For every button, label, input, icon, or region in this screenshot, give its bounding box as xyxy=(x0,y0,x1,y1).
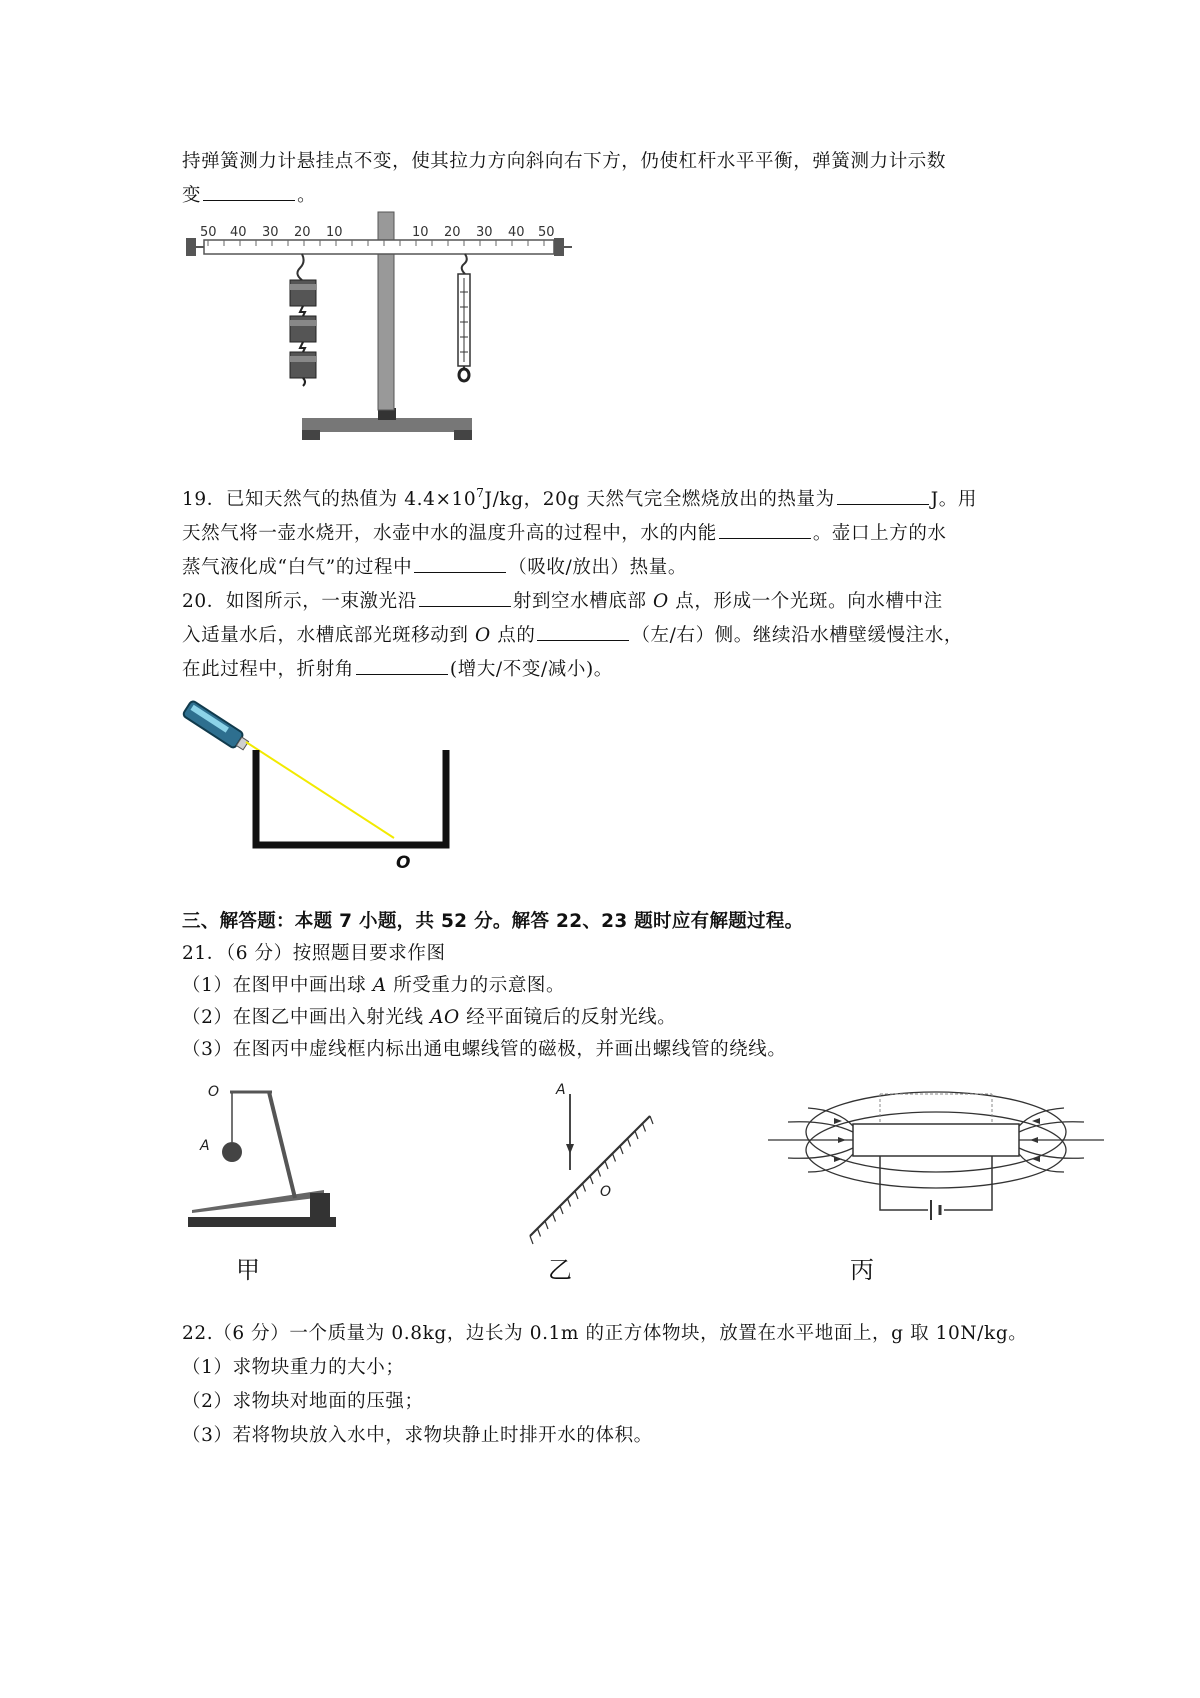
scale-right-10: 10 xyxy=(412,225,429,240)
q20-l2-point-o: O xyxy=(474,625,491,646)
label-o: O xyxy=(208,1084,220,1100)
scale-right-40: 40 xyxy=(508,225,525,240)
mirror-hatch-mark xyxy=(643,1124,646,1132)
q19-l1-exponent: 7 xyxy=(476,486,485,500)
q18-answer-blank[interactable] xyxy=(203,180,295,201)
lever-stand-foot-left xyxy=(302,430,320,440)
q21-item2-var: AO xyxy=(430,1007,460,1028)
incident-ray-arrow xyxy=(566,1144,574,1154)
q19-blank-absorb-release[interactable] xyxy=(414,552,506,573)
scale-right-30: 30 xyxy=(476,225,493,240)
q21-item1-a: （1）在图甲中画出球 xyxy=(182,975,373,996)
q20-blank-direction[interactable] xyxy=(419,586,511,607)
q19-blank-heat[interactable] xyxy=(837,484,929,505)
q22-item-1: （1）求物块重力的大小； xyxy=(182,1357,405,1378)
q20-line-2 xyxy=(182,620,963,652)
mirror-hatch-mark xyxy=(628,1139,631,1147)
q21-title: 21．（6 分）按照题目要求作图 xyxy=(182,943,446,964)
circuit-wire xyxy=(880,1156,992,1210)
mirror-hatch-mark xyxy=(598,1169,601,1177)
q20-l1-a: 20．如图所示，一束激光沿 xyxy=(182,591,417,612)
lever-stand-foot-right xyxy=(454,430,472,440)
q22-item-2: （2）求物块对地面的压强； xyxy=(182,1391,424,1412)
q21-item-2 xyxy=(182,1002,676,1034)
scale-right-20: 20 xyxy=(444,225,461,240)
mirror-hatch-mark xyxy=(590,1176,593,1184)
q19-l3-b: （吸收/放出）热量。 xyxy=(508,557,687,578)
q18-text-line-2 xyxy=(182,180,316,212)
mirror-hatch-mark xyxy=(605,1161,608,1169)
hanging-weights[interactable] xyxy=(290,254,316,386)
scale-left-10: 10 xyxy=(326,225,343,240)
figure-yi-plane-mirror[interactable] xyxy=(520,1076,670,1246)
q19-blank-internal-energy[interactable] xyxy=(719,518,811,539)
lever-stand-base xyxy=(302,418,472,432)
q20-blank-refraction[interactable] xyxy=(356,654,448,675)
section3-heading: 三、解答题：本题 7 小题，共 52 分。解答 22、23 题时应有解题过程。 xyxy=(182,911,804,932)
q21-item1-b: 所受重力的示意图。 xyxy=(386,975,566,996)
q20-l1-b: 射到空水槽底部 xyxy=(512,591,654,612)
q19-line-3 xyxy=(182,552,687,584)
q20-line-3 xyxy=(182,654,613,686)
q19-l2-a: 天然气将一壶水烧开，水壶中水的温度升高的过程中，水的内能 xyxy=(182,523,717,544)
left-balance-nut[interactable] xyxy=(186,238,196,256)
mirror-hatch-mark xyxy=(650,1116,653,1124)
q21-item2-b: 经平面镜后的反射光线。 xyxy=(459,1007,677,1028)
q21-item-1 xyxy=(182,970,565,1002)
mirror-hatch-mark xyxy=(620,1146,623,1154)
laser-pointer[interactable] xyxy=(182,700,251,753)
q19-l2-b: 。壶口上方的水 xyxy=(812,523,947,544)
scale-left-50: 50 xyxy=(200,225,217,240)
q20-l1-c: 点，形成一个光斑。向水槽中注 xyxy=(668,591,943,612)
caption-bing: 丙 xyxy=(850,1256,874,1284)
q18-line2-suffix: 。 xyxy=(297,185,317,206)
mirror-hatch-mark xyxy=(583,1184,586,1192)
mirror-hatch-mark xyxy=(575,1191,578,1199)
q19-l1-c: J。用 xyxy=(930,489,977,510)
mirror-hatch-mark xyxy=(560,1206,563,1214)
mirror-hatch-mark xyxy=(635,1131,638,1139)
incline-base xyxy=(188,1217,336,1227)
q20-l2-b: 点的 xyxy=(490,625,536,646)
q19-l1-a: 19．已知天然气的热值为 4.4×10 xyxy=(182,489,477,510)
q21-item-3: （3）在图丙中虚线框内标出通电螺线管的磁极，并画出螺线管的绕线。 xyxy=(182,1039,787,1060)
q18-line2-prefix: 变 xyxy=(182,185,202,206)
laser-beam xyxy=(246,742,394,838)
solenoid-box[interactable] xyxy=(853,1124,1019,1156)
mirror-hatch-mark xyxy=(545,1221,548,1229)
q20-l3-a: 在此过程中，折射角 xyxy=(182,659,354,680)
water-tank xyxy=(256,750,446,845)
caption-yi: 乙 xyxy=(548,1256,572,1284)
q20-line-1 xyxy=(182,586,943,618)
q19-l3-a: 蒸气液化成“白气”的过程中 xyxy=(182,557,413,578)
ball-a[interactable] xyxy=(222,1142,242,1162)
figure-bing-solenoid[interactable] xyxy=(768,1080,1104,1230)
scale-left-30: 30 xyxy=(262,225,279,240)
scale-left-40: 40 xyxy=(230,225,247,240)
label-a: A xyxy=(200,1138,210,1154)
q21-item2-a: （2）在图乙中画出入射光线 xyxy=(182,1007,431,1028)
label-a: A xyxy=(556,1082,566,1098)
q19-l1-b: J/kg，20g 天然气完全燃烧放出的热量为 xyxy=(484,489,835,510)
label-o: O xyxy=(600,1184,612,1200)
q19-line-2 xyxy=(182,518,947,550)
q20-blank-left-right[interactable] xyxy=(537,620,629,641)
q20-l1-point-o: O xyxy=(653,591,669,612)
q20-l2-c: （左/右）侧。继续沿水槽壁缓慢注水， xyxy=(631,625,963,646)
mirror-hatch-mark xyxy=(538,1229,541,1237)
spring-balance[interactable] xyxy=(458,254,470,381)
incline-support-block xyxy=(310,1193,330,1217)
right-balance-nut[interactable] xyxy=(554,238,564,256)
q21-item1-var: A xyxy=(372,975,387,996)
mirror-hatch-mark xyxy=(613,1154,616,1162)
q18-text-line-1: 持弹簧测力计悬挂点不变，使其拉力方向斜向右下方，仍使杠杆水平平衡，弹簧测力计示数 xyxy=(182,151,947,172)
stand-pole xyxy=(269,1092,295,1198)
laser-tank-figure xyxy=(182,690,462,873)
q20-l3-b: (增大/不变/减小)。 xyxy=(449,659,613,680)
incline-board xyxy=(192,1190,324,1213)
figure-jia-incline-ball[interactable] xyxy=(182,1080,362,1240)
mirror-hatch-mark xyxy=(568,1199,571,1207)
q20-l2-a: 入适量水后，水槽底部光斑移动到 xyxy=(182,625,475,646)
q19-line-1 xyxy=(182,484,977,516)
lever-figure xyxy=(182,212,602,482)
caption-jia: 甲 xyxy=(236,1256,260,1284)
q22-title: 22.（6 分）一个质量为 0.8kg，边长为 0.1m 的正方体物块，放置在水平地面上，g 取 10N/kg。 xyxy=(182,1323,1028,1344)
mirror-hatch-mark xyxy=(553,1214,556,1222)
q22-item-3: （3）若将物块放入水中，求物块静止时排开水的体积。 xyxy=(182,1425,653,1446)
mirror-hatch-mark xyxy=(530,1236,533,1244)
tank-point-o-label: O xyxy=(396,853,411,873)
scale-left-20: 20 xyxy=(294,225,311,240)
scale-right-50: 50 xyxy=(538,225,555,240)
